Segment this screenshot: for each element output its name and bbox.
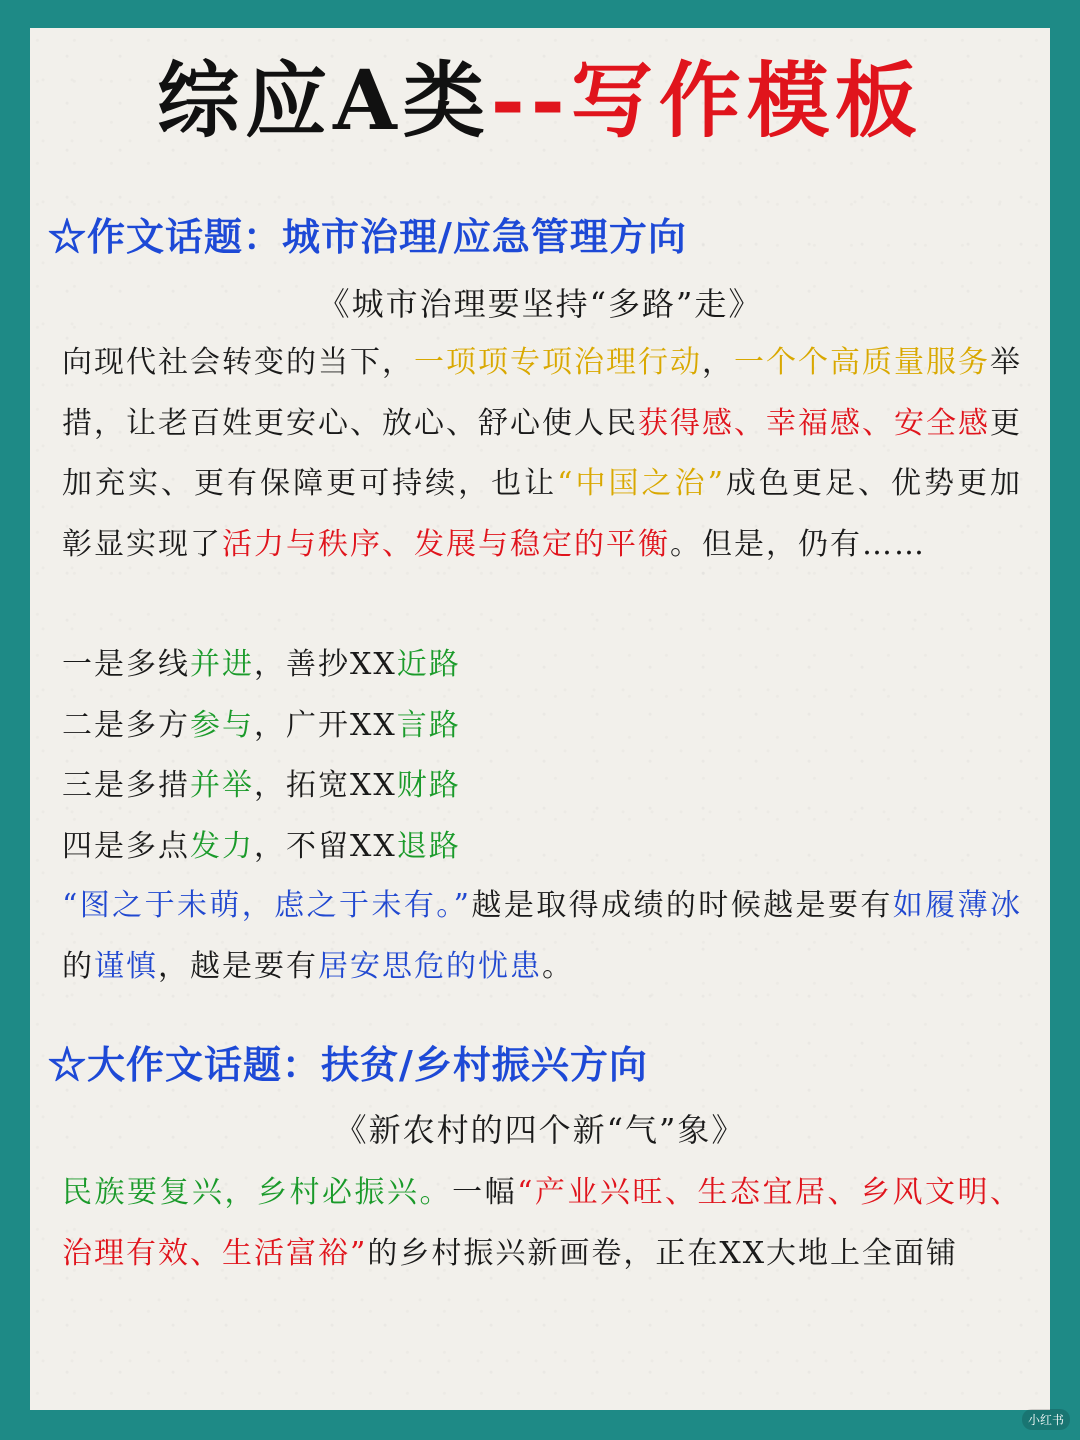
title-part-1: 综应A类 [157,53,491,149]
section-1-paragraph-1 [62,333,1022,575]
text-run: 四是多点 [62,828,190,864]
text-run: 向现代社会转变的当下， [62,345,414,380]
list-item [62,696,461,757]
text-run: 谨慎 [94,948,158,984]
text-run: 退路 [396,828,461,864]
text-run: ，广开XX [254,707,397,743]
text-run: ，善抄XX [254,647,397,682]
text-run: 一幅 [452,1175,518,1210]
text-run: 一个个高质量服务 [734,345,990,380]
text-run: “图之于未萌，虑之于未有。” [62,888,472,923]
title-part-2: --写作模板 [490,53,923,149]
section-2-paragraph-1 [62,1163,1022,1284]
text-run: 一项项专项治理行动 [414,345,702,380]
section-1-points [62,635,461,877]
text-run: 越是取得成绩的时候越是要有 [471,888,893,923]
text-run: 居安思危的忧患 [318,948,542,984]
text-run: 。 [542,948,574,984]
text-run: 并举 [190,768,254,803]
text-run: 参与 [190,707,254,743]
text-run: 成色更足、优势更加彰显实现了 [62,466,1023,562]
text-run: 活力与秩序、发展与稳定的平衡 [222,526,670,562]
text-run: 的乡村振兴新画卷，正在XX大地上全面铺 [367,1235,959,1271]
text-run: ，不留XX [254,828,397,864]
text-run: 一是多线 [62,647,190,682]
text-run: 二是多方 [62,707,190,743]
section-1-essay-title: 《城市治理要坚持“多路”走》 [317,285,763,323]
list-item [62,635,461,696]
watermark-logo: 小红书 [1022,1409,1070,1430]
text-run: 如履薄冰 [892,888,1022,923]
section-2-essay-title: 《新农村的四个新“气”象》 [334,1111,746,1149]
page-title [0,53,1080,149]
text-run: 更加充实、更有保障更可持续，也让 [62,405,1022,501]
section-1-paragraph-2 [62,876,1022,997]
text-run: ， [702,345,734,380]
text-run: 获得感、幸福感、安全感 [638,405,990,441]
text-run: 三是多措 [62,768,190,803]
list-item [62,756,461,817]
text-run: ，拓宽XX [254,768,397,803]
text-run: 近路 [396,647,461,682]
text-run: 民族要复兴，乡村必振兴。 [62,1175,453,1210]
text-run: 的 [62,948,94,984]
text-run: “中国之治” [557,466,725,501]
text-run: 举措，让老百姓更安心、放心、舒心使人民 [62,345,1022,441]
list-item [62,817,461,878]
text-run: 发力 [190,828,254,864]
text-run: 财路 [396,768,461,803]
text-run: 并进 [190,647,254,682]
section-1-heading: ☆作文话题：城市治理/应急管理方向 [48,214,687,259]
text-run: ，越是要有 [158,948,318,984]
section-2-heading: ☆大作文话题：扶贫/乡村振兴方向 [48,1042,648,1087]
text-run: 言路 [396,707,461,743]
text-run: 。但是，仍有…… [670,526,926,562]
text-run: “产业兴旺、生态宜居、乡风文明、治理有效、生活富裕” [62,1175,1023,1271]
